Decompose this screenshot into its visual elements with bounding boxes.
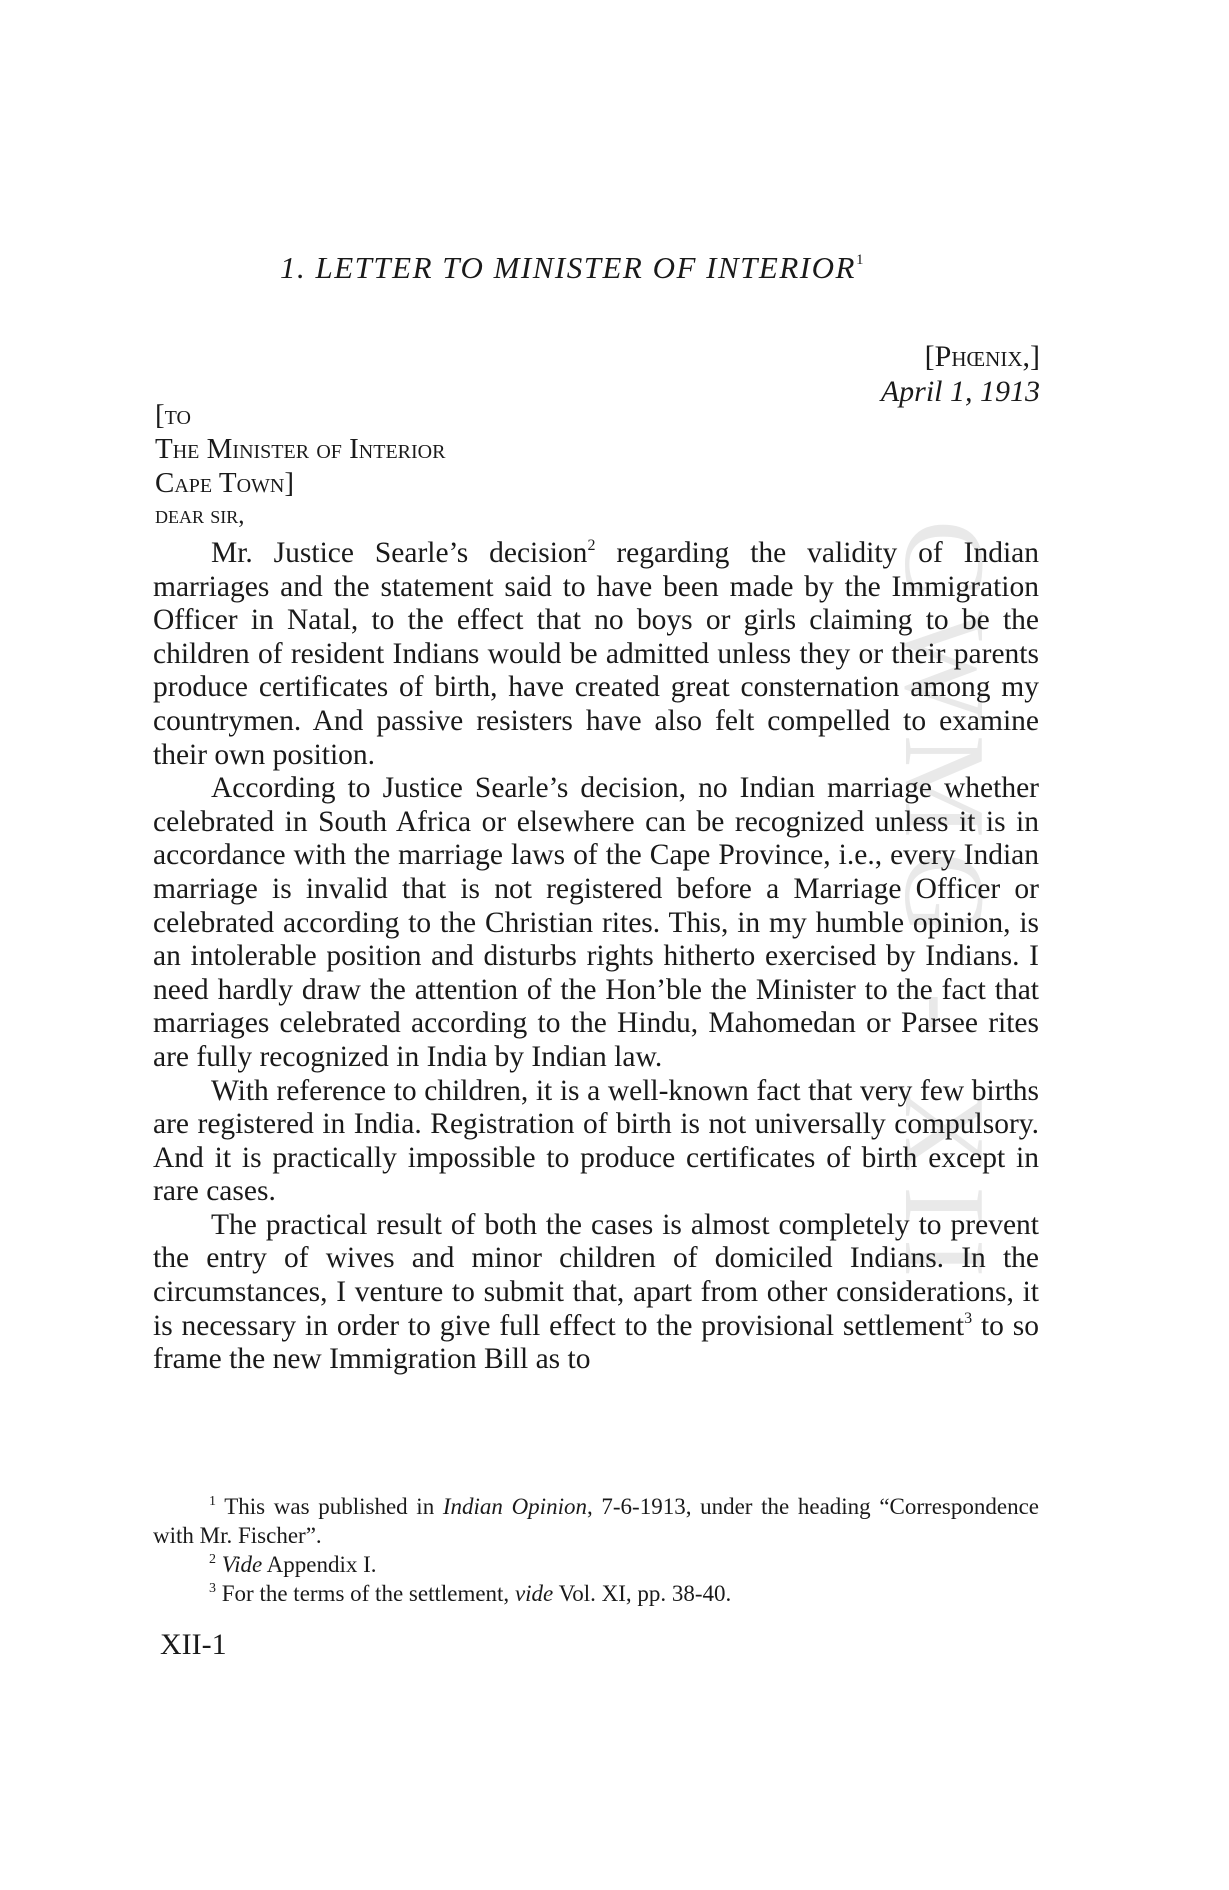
paragraph-text: With reference to children, it is a well-known fact that very few births are registered in India. Registration of birth is not universally compulsory. And it is practically impossible to produce certificates of birth except in rare cases. — [153, 1074, 1039, 1208]
paragraph-text: According to Justice Searle’s decision, no Indian marriage whether celebrated in South Africa or elsewhere can be recognized unless it is in accordance with the marriage laws of the Cape Province, i.e., every Indian marriage is invalid that is not registered before a Marriage Officer or celebrated according to the Christian rites. This, in my humble opinion, is an intolerable position and disturbs rights hitherto exercised by Indians. I need hardly draw the attention of the Hon’ble the Minister to the fact that marriages celebrated according to the Hindu, Mahomedan or Parsee rites are fully recognized in India by Indian law. — [153, 772, 1039, 1073]
dateline-date: April 1, 1913 — [880, 374, 1040, 408]
footnote-italic: Vide — [221, 1552, 263, 1577]
heading-footnote-ref: 1 — [855, 252, 865, 268]
footnote-italic: Indian Opinion — [442, 1494, 587, 1519]
footnote-number: 3 — [209, 1581, 216, 1596]
footnote-italic: vide — [514, 1581, 554, 1606]
page-number: XII-1 — [160, 1628, 227, 1661]
address-line-3: Cape Town] — [155, 467, 294, 499]
letter-body — [153, 537, 1039, 1377]
dateline — [881, 340, 1040, 409]
footnote-text: Appendix I. — [262, 1552, 377, 1577]
address-line-2: The Minister of Interior — [155, 433, 446, 465]
paragraph-text: regarding the validity of Indian marriages and the statement said to have been made by the Immigration Officer in Natal, to the effect that no boys or girls claiming to be the children of resident Indians would be admitted unless they or their parents produce certificates of birth, have created great consternation among my countrymen. And passive resisters have also felt compelled to examine their own position. — [153, 537, 1039, 771]
footnote-3 — [153, 1579, 1039, 1608]
footnote-1 — [153, 1492, 1039, 1550]
heading-text: 1. LETTER TO MINISTER OF INTERIOR — [280, 250, 856, 285]
paragraph-text: to so frame the new Immigration Bill as to — [153, 1309, 1039, 1376]
paragraph-3 — [153, 1075, 1039, 1209]
paragraph-2 — [153, 772, 1039, 1074]
watermark: CWMG - XII — [880, 520, 1008, 1292]
paragraph-4 — [153, 1209, 1039, 1377]
footnotes — [153, 1492, 1039, 1608]
address-line-1: [to — [155, 399, 191, 431]
footnote-ref: 2 — [587, 537, 596, 554]
recipient-address — [155, 398, 445, 500]
footnote-2 — [153, 1550, 1039, 1579]
paragraph-1 — [153, 537, 1039, 772]
footnote-number: 2 — [209, 1552, 216, 1567]
footnote-text: Vol. XI, pp. 38-40. — [553, 1581, 732, 1606]
paragraph-text: Mr. Justice Searle’s decision — [211, 537, 588, 569]
letter-heading — [280, 250, 865, 286]
footnote-text: This was published in — [216, 1494, 443, 1519]
footnote-text: For the terms of the settlement, — [216, 1581, 515, 1606]
dateline-place: [Phœnix,] — [924, 340, 1040, 373]
footnote-text: , 7-6-1913, under the heading “Correspondence with Mr. Fischer”. — [153, 1494, 1039, 1548]
salutation: dear sir, — [155, 502, 245, 529]
footnote-ref: 3 — [964, 1309, 973, 1327]
paragraph-text: The practical result of both the cases is almost completely to prevent the entry of wives and minor children of domiciled Indians. In the circumstances, I venture to submit that, apart from other considerations, it is necessary in order to give full effect to the provisional settlement — [153, 1208, 1039, 1342]
footnote-number: 1 — [209, 1494, 216, 1509]
